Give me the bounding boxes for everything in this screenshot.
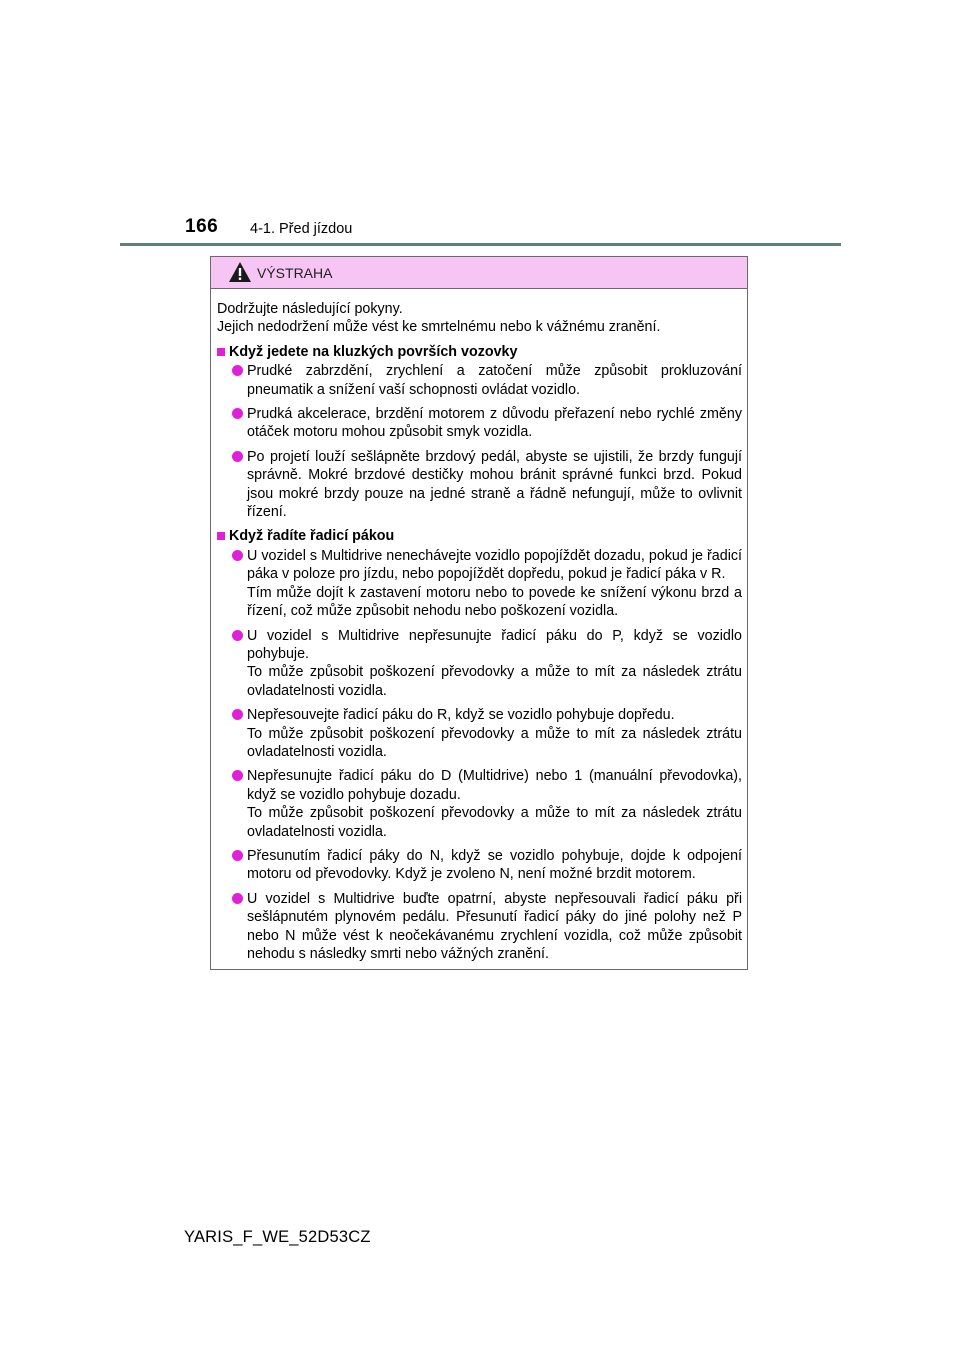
section-heading-text: Když řadíte řadicí pákou [229, 528, 395, 545]
magenta-circle-bullet-icon [232, 630, 243, 641]
footer-code: YARIS_F_WE_52D53CZ [184, 1228, 371, 1246]
magenta-circle-bullet-icon [232, 893, 243, 904]
warning-box [210, 256, 748, 970]
bullet-list [217, 362, 742, 521]
list-item [217, 847, 742, 884]
magenta-circle-bullet-icon [232, 709, 243, 720]
list-item [217, 767, 742, 841]
list-item [217, 448, 742, 522]
item-text [247, 362, 742, 399]
item-paragraph: U vozidel s Multidrive nepřesunujte řadicí páku do P, když se vozidlo pohybuje. [247, 627, 742, 662]
list-item [217, 405, 742, 442]
warning-title: VÝSTRAHA [257, 265, 333, 281]
warning-header [211, 257, 747, 289]
intro-line: Dodržujte následující pokyny. [217, 301, 403, 317]
magenta-circle-bullet-icon [232, 365, 243, 376]
section-heading-text: Když jedete na kluzkých površích vozovky [229, 343, 518, 360]
warning-intro [217, 300, 742, 337]
list-item [217, 627, 742, 701]
warning-body [211, 289, 747, 963]
warning-section [217, 343, 742, 522]
item-paragraph: To může způsobit poškození převodovky a může to mít za následek ztrátu ovladatelnosti vozidla. [247, 725, 742, 760]
item-paragraph: To může způsobit poškození převodovky a může to mít za následek ztrátu ovladatelnosti vozidla. [247, 805, 742, 840]
item-paragraph: Nepřesouvejte řadicí páku do R, když se vozidlo pohybuje dopředu. [247, 707, 675, 724]
item-paragraph: Nepřesunujte řadicí páku do D (Multidrive) nebo 1 (manuální převodovka), když se vozidlo pohybuje dozadu. [247, 768, 742, 803]
list-item [217, 547, 742, 621]
list-item [217, 362, 742, 399]
magenta-circle-bullet-icon [232, 770, 243, 781]
bullet-list [217, 547, 742, 964]
header-rule [120, 243, 841, 246]
page-number: 166 [185, 216, 219, 237]
item-paragraph: U vozidel s Multidrive buďte opatrní, abyste nepřesouvali řadicí páku při sešlápnutém plynovém pedálu. Přesunutí řadicí páky do jiné polohy než P nebo N může vést k neočekávanému zrychlení vozidla, což může způsobit nehodu s následky smrti nebo vážných zranění. [247, 890, 742, 962]
item-paragraph: Po projetí louží sešlápněte brzdový pedál, abyste se ujistili, že brzdy fungují správně. Mokré brzdové destičky mohou bránit správné funkci brzd. Pokud jsou mokré brzdy pouze na jedné straně a řádně nefungují, může to ovlivnit řízení. [247, 448, 742, 521]
item-text [247, 547, 742, 621]
item-text [247, 448, 742, 522]
magenta-square-icon [217, 348, 225, 356]
item-text [247, 847, 742, 884]
item-text [247, 767, 742, 841]
magenta-circle-bullet-icon [232, 451, 243, 462]
item-text [247, 890, 742, 964]
magenta-circle-bullet-icon [232, 550, 243, 561]
section-heading [217, 527, 742, 545]
item-text [247, 627, 742, 701]
item-paragraph: Přesunutím řadicí páky do N, když se vozidlo pohybuje, dojde k odpojení motoru od převodovky. Když je zvoleno N, není možné brzdit motorem. [247, 847, 742, 883]
item-text [247, 706, 742, 761]
magenta-square-icon [217, 532, 225, 540]
item-paragraph: Prudká akcelerace, brzdění motorem z důvodu přeřazení nebo rychlé změny otáček motoru mohou způsobit smyk vozidla. [247, 406, 742, 441]
item-text [247, 405, 742, 442]
magenta-circle-bullet-icon [232, 850, 243, 861]
section-heading [217, 343, 742, 361]
magenta-circle-bullet-icon [232, 408, 243, 419]
item-paragraph: Prudké zabrzdění, zrychlení a zatočení může způsobit prokluzování pneumatik a snížení vaší schopnosti ovládat vozidlo. [247, 363, 742, 398]
list-item [217, 890, 742, 964]
warning-section [217, 527, 742, 963]
item-paragraph: To může způsobit poškození převodovky a může to mít za následek ztrátu ovladatelnosti vozidla. [247, 664, 742, 699]
section-title: 4-1. Před jízdou [250, 221, 353, 237]
item-paragraph: Tím může dojít k zastavení motoru nebo to povede ke snížení výkonu brzd a řízení, což může způsobit nehodu nebo poškození vozidla. [247, 584, 742, 620]
intro-line: Jejich nedodržení může vést ke smrtelnému nebo k vážnému zranění. [217, 319, 661, 336]
warning-sections [217, 343, 742, 964]
warning-triangle-icon [228, 261, 252, 283]
item-paragraph: U vozidel s Multidrive nenechávejte vozidlo popojíždět dozadu, pokud je řadicí páka v poloze pro jízdu, nebo popojíždět dopředu, pokud je řadicí páka v R. [247, 547, 742, 583]
list-item [217, 706, 742, 761]
